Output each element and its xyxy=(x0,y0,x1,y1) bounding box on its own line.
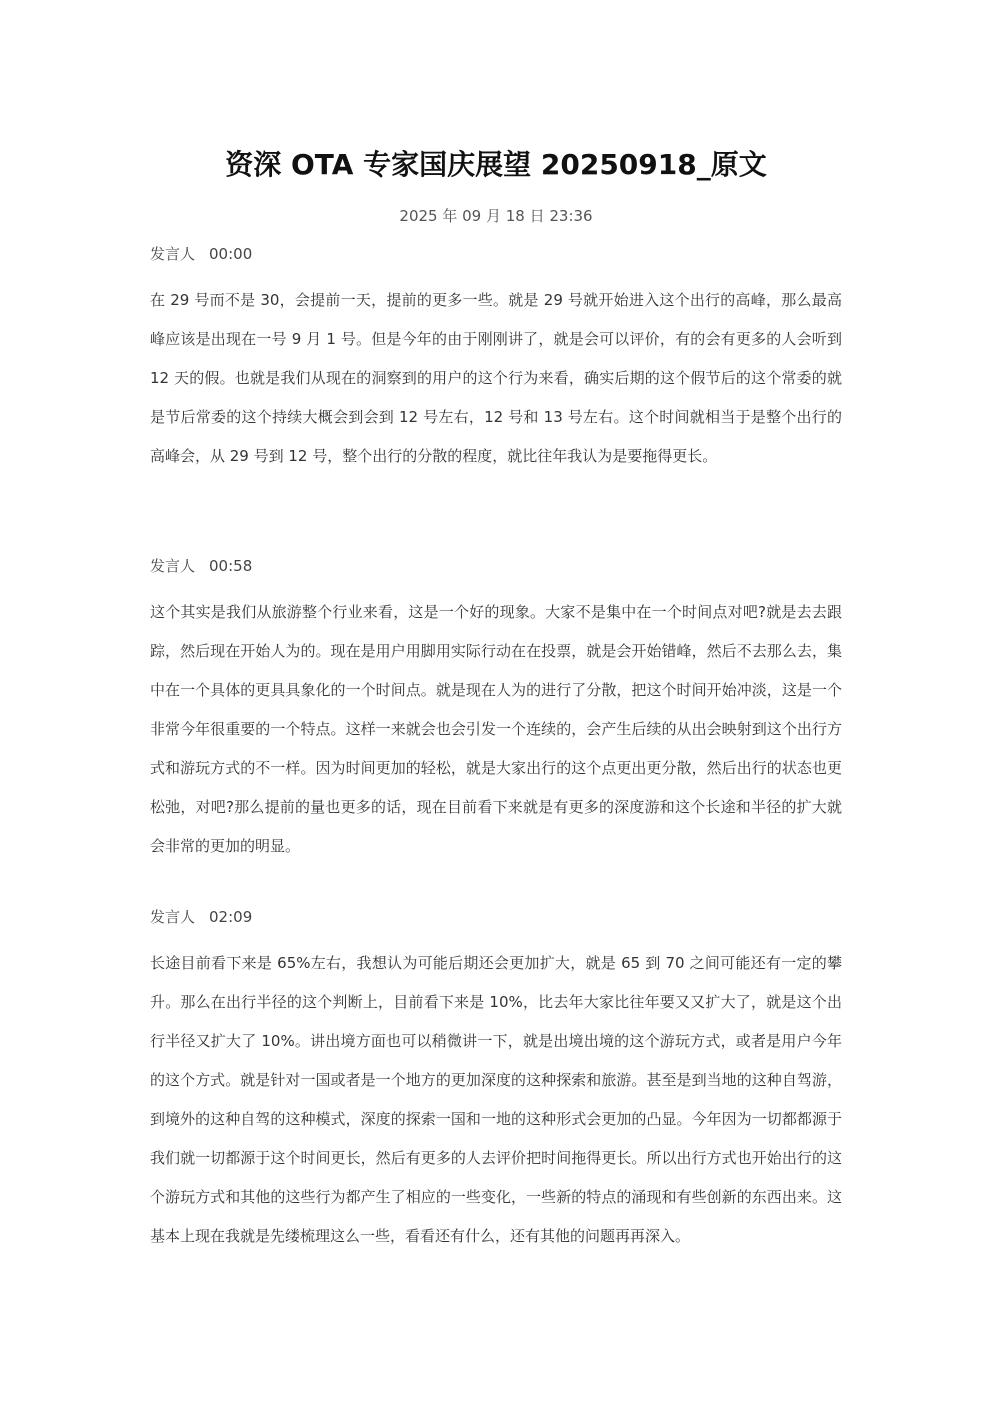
speaker-line xyxy=(150,243,842,265)
transcript-paragraph: 这个其实是我们从旅游整个行业来看，这是一个好的现象。大家不是集中在一个时间点对吧?就是去去跟踪，然后现在开始人为的。现在是用户用脚用实际行动在在投票，就是会开始错峰，然后不去那么去，集中在一个具体的更具具象化的一个时间点。就是现在人为的进行了分散，把这个时间开始冲淡，这是一个非常今年很重要的一个特点。这样一来就会也会引发一个连续的，会产生后续的从出会映射到这个出行方式和游玩方式的不一样。因为时间更加的轻松，就是大家出行的这个点更出更分散，然后出行的状态也更松弛，对吧?那么提前的量也更多的话，现在目前看下来就是有更多的深度游和这个长途和半径的扩大就会非常的更加的明显。 xyxy=(150,603,842,855)
timestamp: 00:58 xyxy=(209,557,253,575)
transcript-paragraph: 长途目前看下来是 65%左右，我想认为可能后期还会更加扩大，就是 65 到 70 之间可能还有一定的攀升。那么在出行半径的这个判断上，目前看下来是 10%，比去年大家比往年要又又扩大了，就是这个出行半径又扩大了 10%。讲出境方面也可以稍微讲一下，就是出境出境的这个游玩方式，或者是用户今年的这个方式。就是针对一国或者是一个地方的更加深度的这种探索和旅游。甚至是到当地的这种自驾游，到境外的这种自驾的这种模式，深度的探索一国和一地的这种形式会更加的凸显。今年因为一切都都源于我们就一切都源于这个时间更长，然后有更多的人去评价把时间拖得更长。所以出行方式也开始出行的这个游玩方式和其他的这些行为都产生了相应的一些变化，一些新的特点的涌现和有些创新的东西出来。这基本上现在我就是先缕梳理这么一些，看看还有什么，还有其他的问题再再深入。 xyxy=(150,954,842,1245)
document-title: 资深 OTA 专家国庆展望 20250918_原文 xyxy=(225,148,767,181)
speaker-line xyxy=(150,555,842,577)
speaker-label: 发言人 xyxy=(150,908,196,926)
speaker-label: 发言人 xyxy=(150,557,196,575)
document-date: 2025 年 09 月 18 日 23:36 xyxy=(399,207,593,225)
speaker-label: 发言人 xyxy=(150,245,196,263)
timestamp: 00:00 xyxy=(209,245,253,263)
transcript-section xyxy=(150,243,842,476)
transcript-section xyxy=(150,906,842,1256)
speaker-line xyxy=(150,906,842,928)
transcript-paragraph: 在 29 号而不是 30，会提前一天，提前的更多一些。就是 29 号就开始进入这个出行的高峰，那么最高峰应该是出现在一号 9 月 1 号。但是今年的由于刚刚讲了，就是会可以评价，有的会有更多的人会听到 12 天的假。也就是我们从现在的洞察到的用户的这个行为来看，确实后期的这个假节后的这个常委的就是节后常委的这个持续大概会到会到 12 号左右，12 号和 13 号左右。这个时间就相当于是整个出行的高峰会，从 29 号到 12 号，整个出行的分散的程度，就比往年我认为是要拖得更长。 xyxy=(150,291,842,465)
transcript-section xyxy=(150,555,842,866)
timestamp: 02:09 xyxy=(209,908,253,926)
